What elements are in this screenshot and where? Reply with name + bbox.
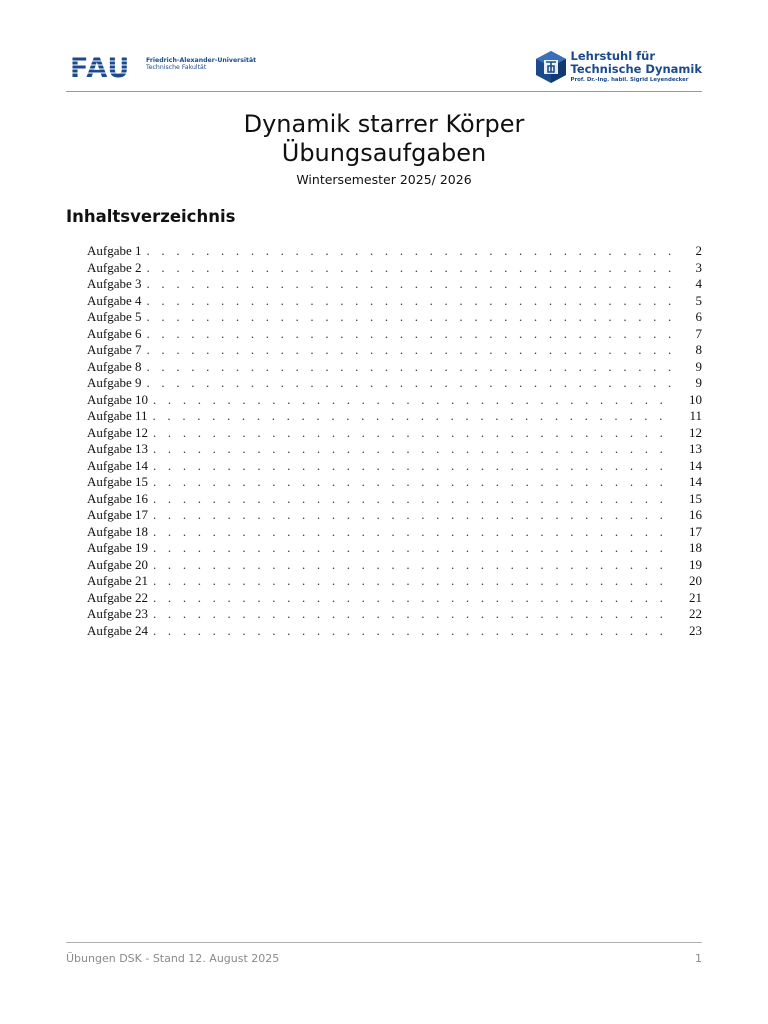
toc-entry[interactable]	[87, 425, 702, 442]
toc-entry[interactable]	[87, 491, 702, 508]
toc-entry-page[interactable]: 9	[695, 358, 702, 374]
page-title	[0, 110, 768, 168]
ltd-cube-logo-icon	[535, 50, 567, 84]
toc-entry[interactable]	[87, 474, 702, 491]
toc-entry-page[interactable]: 22	[689, 606, 702, 621]
toc-leader-dots	[153, 557, 674, 573]
toc-entry-label[interactable]: Aufgabe 17	[87, 507, 149, 522]
toc-entry-page[interactable]: 20	[689, 573, 702, 588]
title-line-1: Dynamik starrer Körper	[243, 110, 525, 138]
header-divider	[66, 91, 702, 92]
toc-entry-label[interactable]: Aufgabe 1	[87, 243, 142, 258]
footer-text: Übungen DSK - Stand 12. August 2025	[66, 952, 280, 965]
toc-entry[interactable]	[87, 392, 702, 409]
toc-entry[interactable]	[87, 293, 702, 310]
toc-entry-page[interactable]: 23	[689, 622, 702, 638]
toc-entry-page[interactable]: 18	[689, 540, 702, 555]
toc-entry[interactable]	[87, 276, 702, 293]
toc-entry[interactable]	[87, 623, 702, 640]
toc-leader-dots	[153, 392, 674, 408]
toc-leader-dots	[147, 243, 674, 259]
toc-entry[interactable]	[87, 342, 702, 359]
toc-entry-label[interactable]: Aufgabe 20	[87, 556, 149, 572]
chair-logo	[535, 50, 702, 84]
toc-leader-dots	[147, 326, 674, 342]
toc-entry-label[interactable]: Aufgabe 24	[87, 622, 149, 638]
toc-entry[interactable]	[87, 606, 702, 623]
toc-entry[interactable]	[87, 590, 702, 607]
fau-logo-icon	[69, 52, 143, 82]
toc-entry-page[interactable]: 5	[695, 292, 702, 308]
toc-entry[interactable]	[87, 260, 702, 277]
toc-heading: Inhaltsverzeichnis	[66, 207, 236, 226]
toc-leader-dots	[147, 260, 674, 276]
toc-leader-dots	[153, 623, 674, 639]
toc-entry-page[interactable]: 21	[689, 589, 702, 605]
toc-entry-label[interactable]: Aufgabe 23	[87, 606, 149, 621]
toc-entry[interactable]	[87, 359, 702, 376]
toc-entry-page[interactable]: 19	[689, 556, 702, 572]
toc-leader-dots	[153, 573, 674, 589]
toc-entry[interactable]	[87, 375, 702, 392]
chair-name-line2: Technische Dynamik	[570, 62, 702, 76]
toc-leader-dots	[153, 524, 674, 540]
toc-entry-page[interactable]: 11	[689, 408, 702, 423]
fau-logo-text	[146, 57, 256, 72]
toc-leader-dots	[147, 359, 674, 375]
toc-leader-dots	[153, 507, 674, 523]
toc-entry-label[interactable]: Aufgabe 4	[87, 292, 142, 308]
chair-name-line1: Lehrstuhl für	[570, 49, 656, 63]
toc-entry-label[interactable]: Aufgabe 2	[87, 259, 142, 275]
toc-entry-label[interactable]: Aufgabe 6	[87, 325, 142, 341]
toc-entry-label[interactable]: Aufgabe 18	[87, 523, 149, 539]
fau-university-name: Friedrich-Alexander-Universität	[146, 56, 257, 64]
toc-leader-dots	[147, 375, 674, 391]
toc-leader-dots	[153, 474, 674, 490]
table-of-contents	[87, 243, 702, 639]
toc-entry-page[interactable]: 6	[695, 309, 702, 324]
toc-entry[interactable]	[87, 507, 702, 524]
toc-entry[interactable]	[87, 573, 702, 590]
toc-entry-label[interactable]: Aufgabe 21	[87, 573, 149, 588]
title-line-2: Übungsaufgaben	[281, 139, 487, 167]
toc-leader-dots	[153, 590, 674, 606]
toc-entry[interactable]	[87, 524, 702, 541]
toc-entry-label[interactable]: Aufgabe 13	[87, 441, 149, 456]
toc-leader-dots	[147, 309, 674, 325]
toc-entry[interactable]	[87, 540, 702, 557]
toc-entry-label[interactable]: Aufgabe 10	[87, 391, 149, 407]
toc-entry-page[interactable]: 3	[695, 259, 702, 275]
toc-leader-dots	[147, 342, 674, 358]
toc-leader-dots	[153, 491, 674, 507]
svg-text:FAU: FAU	[70, 53, 131, 82]
toc-entry-label[interactable]: Aufgabe 9	[87, 375, 142, 390]
toc-entry[interactable]	[87, 458, 702, 475]
toc-entry-page[interactable]: 15	[689, 490, 702, 506]
toc-entry-page[interactable]: 8	[695, 342, 702, 357]
semester-label: Wintersemester 2025/ 2026	[296, 172, 472, 187]
toc-leader-dots	[153, 606, 674, 622]
toc-leader-dots	[153, 540, 674, 556]
toc-entry-page[interactable]: 4	[695, 276, 702, 291]
toc-entry-page[interactable]: 10	[689, 391, 702, 407]
toc-entry-page[interactable]: 17	[689, 523, 702, 539]
toc-leader-dots	[153, 408, 674, 424]
toc-entry-page[interactable]: 14	[689, 457, 702, 473]
toc-entry-label[interactable]: Aufgabe 8	[87, 358, 142, 374]
toc-leader-dots	[153, 458, 674, 474]
toc-entry-label[interactable]: Aufgabe 14	[87, 457, 149, 473]
toc-leader-dots	[147, 293, 674, 309]
fau-faculty-name: Technische Fakultät	[146, 64, 207, 71]
toc-entry-label[interactable]: Aufgabe 15	[87, 474, 149, 489]
toc-entry-page[interactable]: 7	[695, 325, 702, 341]
toc-leader-dots	[153, 441, 674, 457]
toc-entry[interactable]	[87, 408, 702, 425]
toc-entry-label[interactable]: Aufgabe 16	[87, 490, 149, 506]
toc-leader-dots	[153, 425, 674, 441]
toc-entry-page[interactable]: 16	[689, 507, 702, 522]
toc-entry-label[interactable]: Aufgabe 5	[87, 309, 142, 324]
page-header	[66, 46, 702, 92]
toc-entry-page[interactable]: 14	[689, 474, 702, 489]
toc-leader-dots	[147, 276, 674, 292]
toc-entry[interactable]	[87, 557, 702, 574]
toc-entry-label[interactable]: Aufgabe 11	[87, 408, 148, 423]
toc-entry-page[interactable]: 9	[695, 375, 702, 390]
footer-divider	[66, 942, 702, 943]
toc-entry-label[interactable]: Aufgabe 19	[87, 540, 149, 555]
toc-entry[interactable]	[87, 309, 702, 326]
toc-entry-label[interactable]: Aufgabe 7	[87, 342, 142, 357]
fau-logo	[69, 52, 256, 82]
chair-professor: Prof. Dr.-Ing. habil. Sigrid Leyendecker	[570, 77, 689, 83]
toc-entry[interactable]	[87, 243, 702, 260]
toc-entry-label[interactable]: Aufgabe 22	[87, 589, 149, 605]
toc-entry-page[interactable]: 13	[689, 441, 702, 456]
toc-entry-label[interactable]: Aufgabe 3	[87, 276, 142, 291]
toc-entry-page[interactable]: 2	[695, 243, 702, 258]
toc-entry-page[interactable]: 12	[689, 424, 702, 440]
toc-entry[interactable]	[87, 441, 702, 458]
toc-entry-label[interactable]: Aufgabe 12	[87, 424, 149, 440]
toc-entry[interactable]	[87, 326, 702, 343]
chair-logo-text	[571, 50, 702, 84]
footer-page-number: 1	[695, 952, 702, 965]
